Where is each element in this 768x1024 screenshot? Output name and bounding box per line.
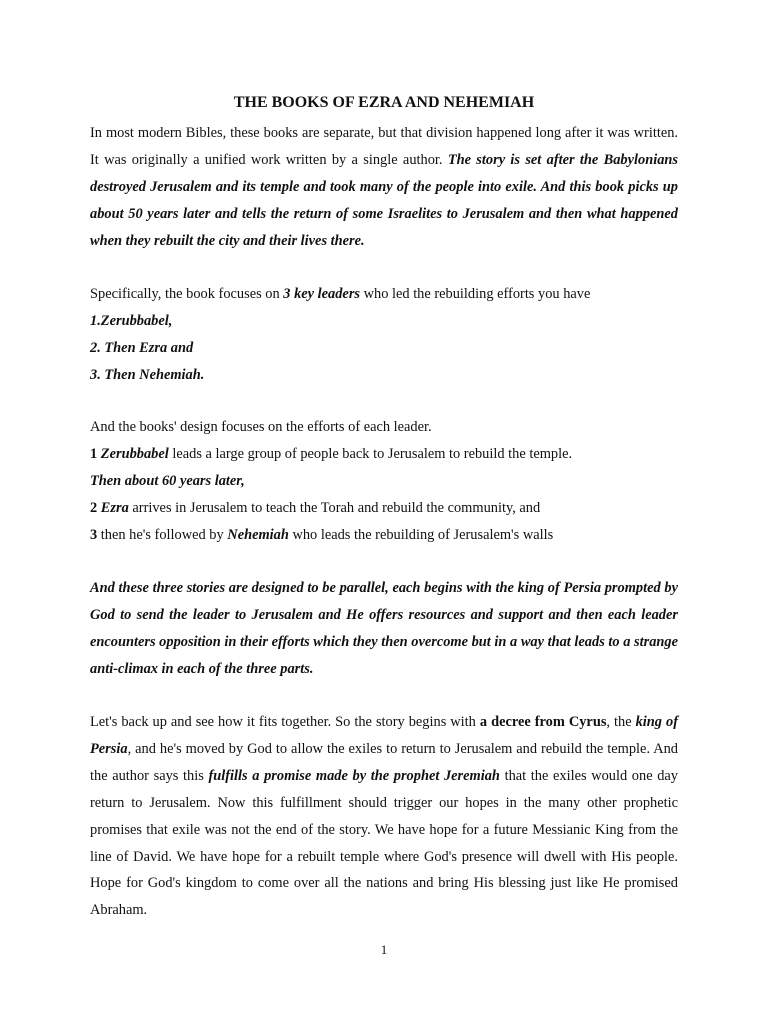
key-leaders-emphasis: 3 key leaders (283, 286, 361, 302)
design-paragraph (90, 414, 678, 549)
leaders-paragraph (90, 281, 678, 389)
intro-text: In most modern Bibles, these books are separate, but that division happened long after it was written. It was originally a unified work written by a single author. (90, 125, 678, 168)
nehemiah-text-b: who leads the rebuilding of Jerusalem's walls (288, 526, 554, 543)
king-of-persia-emphasis: king of Persia (90, 714, 678, 757)
item-number-1: 1 (90, 445, 101, 462)
leader-list-item-2: 2. Then Ezra and (90, 339, 194, 356)
cyrus-text-3: , and he's moved by God to allow the exiles to return to Jerusalem and rebuild the temple. And the author says this (90, 740, 678, 784)
ezra-name: Ezra (100, 499, 129, 516)
zerubbabel-name: Zerubbabel (100, 445, 169, 462)
design-item-ezra (90, 495, 678, 522)
leaders-intro-line (90, 281, 678, 308)
cyrus-text-1: Let's back up and see how it fits together. So the story begins with (90, 714, 480, 730)
cyrus-paragraph (90, 709, 678, 924)
page-number: 1 (380, 942, 388, 957)
design-item-nehemiah (90, 522, 678, 549)
leader-list-item-3: 3. Then Nehemiah. (90, 366, 205, 383)
nehemiah-name: Nehemiah (227, 526, 289, 543)
document-title: THE BOOKS OF EZRA AND NEHEMIAH (233, 94, 535, 111)
ezra-text: arrives in Jerusalem to teach the Torah and rebuild the community, and (128, 499, 541, 516)
cyrus-decree-emphasis: a decree from Cyrus (479, 714, 607, 730)
jeremiah-promise-emphasis: fulfills a promise made by the prophet Jeremiah (208, 767, 500, 784)
intro-emphasis-text: The story is set after the Babylonians destroyed Jerusalem and its temple and took many of the people into exile. And this book picks up about 50 years later and tells the return of some Israelites to Jerusalem and then what happened when they rebuilt the city and their lives there. (90, 151, 678, 249)
intro-paragraph (90, 120, 678, 255)
parallel-paragraph: And these three stories are designed to be parallel, each begins with the king of Persia prompted by God to send the leader to Jerusalem and He offers resources and support and then each leader encounters opposition in their efforts which they then overcome but in a way that leads to a strange anti-climax in each of the three parts. (90, 580, 678, 677)
cyrus-text-4: that the exiles would one day return to Jerusalem. Now this fulfillment should trigger our hopes in the many other prophetic promises that exile was not the end of the story. We have hope for a future Messianic King from the line of David. We have hope for a rebuilt temple where God's presence will dwell with His people. Hope for God's kingdom to come over all the nations and bring His blessing just like He promised Abraham. (90, 767, 678, 919)
design-intro-line: And the books' design focuses on the efforts of each leader. (90, 419, 432, 435)
leader-list-item-1: 1.Zerubbabel, (90, 312, 173, 329)
item-number-2: 2 (90, 499, 101, 516)
design-item-zerubbabel (90, 441, 678, 468)
nehemiah-text-a: then he's followed by (97, 526, 228, 543)
leaders-intro-text: Specifically, the book focuses on (90, 286, 284, 302)
item-number-3: 3 (90, 526, 98, 543)
zerubbabel-text: leads a large group of people back to Jerusalem to rebuild the temple. (168, 445, 573, 462)
design-interval-line: Then about 60 years later, (90, 472, 245, 489)
cyrus-text-2: , the (606, 714, 636, 730)
leaders-intro-tail: who led the rebuilding efforts you have (360, 286, 591, 302)
